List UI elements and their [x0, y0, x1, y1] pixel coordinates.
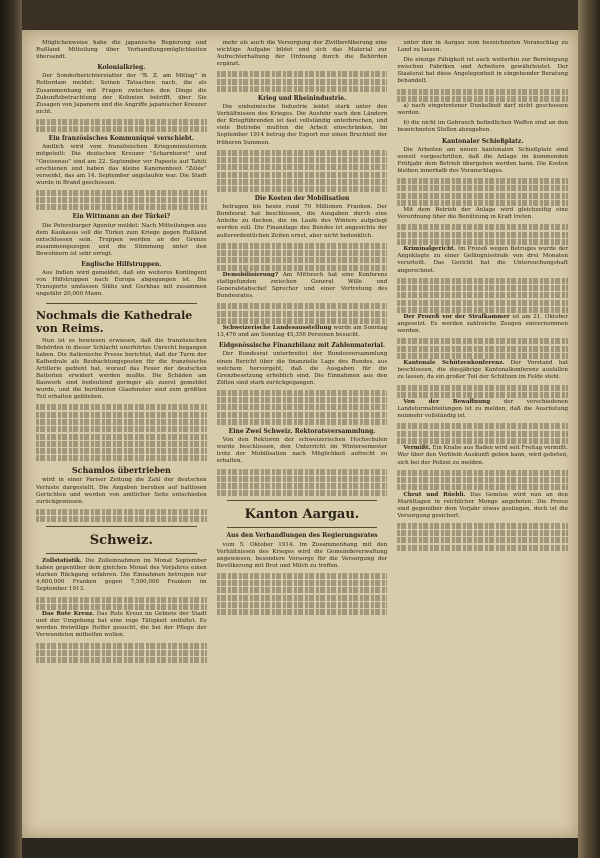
- inline-heading: Demobilisierung?: [222, 271, 279, 278]
- text-line: [217, 573, 388, 579]
- inline-heading: Der Prozeß vor der Strafkammer: [403, 314, 510, 321]
- text-line: [397, 431, 568, 437]
- text-line: [397, 470, 568, 476]
- paragraph: Mit dem Betrieb der Anlage wird gleichzeitig eine Verordnung über die Benützung in Kraft treten.: [397, 207, 569, 221]
- text-line: [217, 257, 388, 263]
- text-line: [36, 119, 207, 125]
- column-3: [397, 40, 568, 830]
- text-line: [36, 657, 207, 663]
- text-line: [397, 346, 568, 352]
- paragraph-text: der verschiedenen Landsturmabteilungen ist zu melden, daß die Ausrüstung nunmehr vollständig ist.: [397, 399, 569, 420]
- text-line: [397, 292, 568, 298]
- text-line: [397, 232, 568, 238]
- text-line: [397, 307, 568, 313]
- divider: [46, 303, 197, 304]
- text-line: [36, 404, 207, 410]
- text-line: [217, 580, 388, 586]
- text-line: [397, 178, 568, 184]
- paragraph: [397, 246, 568, 274]
- text-line: [217, 595, 388, 601]
- text-line: [397, 89, 568, 95]
- text-line: [36, 412, 207, 418]
- text-line: [36, 426, 207, 432]
- inline-heading: Vermißt.: [403, 445, 431, 452]
- inline-heading: Chrut und Rüebli.: [403, 491, 466, 498]
- text-line: [36, 597, 207, 603]
- text-line: [217, 404, 388, 410]
- text-line: [36, 204, 207, 210]
- subheading: Kantonaler Schießplatz.: [441, 137, 524, 145]
- text-line: [217, 86, 388, 92]
- subheading: Kolonialkrieg.: [97, 64, 146, 72]
- text-line: [217, 587, 388, 593]
- text-line: [217, 157, 388, 163]
- text-line: [397, 278, 568, 284]
- book-binding: [0, 0, 22, 858]
- paragraph-text: Ein Knabe aus Baden wird seit Freitag vermißt. Wer über den Verbleib Auskunft geben kann, wird gebeten, sich bei der Polizei zu melden.: [397, 445, 569, 466]
- paragraph: [36, 611, 207, 639]
- text-line: [36, 516, 207, 522]
- text-line: [217, 476, 388, 482]
- text-line: [217, 397, 388, 403]
- paragraph: unter den in Aargau zum bezeichneten Voranschlag zu Land zu lassen.: [397, 40, 569, 54]
- text-line: [36, 419, 207, 425]
- text-line: [397, 537, 568, 543]
- text-line: [397, 477, 568, 483]
- subheading: Die Kosten der Mobilisation: [254, 195, 350, 203]
- text-line: [397, 285, 568, 291]
- paragraph: [397, 445, 568, 466]
- paragraph-text: Das Rote Kreuz im Gebiete der Stadt und der Umgebung hat eine rege Tätigkeit entfaltet. Es werden freiwillige Helfer gesucht, die bei der Pflege der Verwundeten mithelfen wollen.: [36, 611, 207, 639]
- text-line: [217, 71, 388, 77]
- paragraph: mehr als auch die Versorgung der Zivilbevölkerung eine wichtige Aufgabe bildet und sich das Material zur Aufrechterhaltung der Ordnung durch die Behörden ergänzt.: [216, 40, 388, 68]
- text-line: [397, 224, 568, 230]
- inline-heading: Kantonale Schützenkonferenz.: [403, 360, 505, 367]
- paragraph: Der Sonderberichterstatter der "B. Z. am Mittag" in Rotterdam meldet: Seinen Tatsachen nach, die als Zusammenhang mit Fragen zwischen den Dinge die Zukunftsbetrachtung der Kolonien betrifft, über Sie Zusagen von Japanern und die Angriffe japanischer Kreuzer nicht.: [36, 73, 207, 115]
- paragraph-text: Der Vorstand hat beschlossen, die diesjährige Kantonalkonferenz ausfallen zu lassen, da ein großer Teil der Schützen im Felde steht.: [397, 360, 569, 381]
- section-heading: Schweiz.: [89, 533, 153, 549]
- text-line: [217, 172, 388, 178]
- text-line: [217, 412, 388, 418]
- text-line: [397, 484, 568, 490]
- text-line: [36, 190, 207, 196]
- text-line: [36, 448, 207, 454]
- paragraph: Möglichenweise habe die japanische Regierung und Rußland Mitteilung über Verhandlungsmöglichkeiten übersandt.: [36, 40, 207, 61]
- text-line: [397, 530, 568, 536]
- text-line: [397, 353, 568, 359]
- paragraph: Die einheimische Industrie leidet stark unter den Verhältnissen des Krieges. Die Ausfuhr nach den Ländern der Kriegführenden ist fast vollständig unterbrochen, und viele Betriebe mußten die Arbeit einschränken. Im September 1914 betrug der Export nur einen Bruchteil der früheren Summen.: [216, 104, 388, 146]
- paragraph-text: Im Prozeß wegen Betruges wurde der Angeklagte zu einer Gefängnisstrafe von drei Monaten verurteilt. Das Gericht hat die Untersuchungshaft angerechnet.: [397, 246, 569, 274]
- paragraph: Die einzige Fähigkeit ist auch weiterhin zur Bereinigung zwischen Fabriken und Arbeitern gewährleistet. Der Staatsrat hat diese Angelegenheit in eingehender Beratung behandelt.: [397, 57, 569, 85]
- paragraph: Amtlich wird vom französischen Kriegsministerium mitgeteilt: Die deutschen Kreuzer "Scharnhorst" und "Gneisenau" sind am 22. September vor Papeete auf Tahiti erschienen und haben das kleine Kanonenboot "Zélée" versenkt, das am 14. September angelaufen war. Die Stadt wurde in Brand geschossen.: [36, 144, 207, 186]
- paragraph: wird in einer Pariser Zeitung die Zahl der deutschen Verluste dargestellt. Die Angaben beruhen auf haltlosen Gerüchten und werden von amtlicher Seite entschieden zurückgewiesen.: [36, 477, 207, 505]
- paragraph: [397, 360, 568, 381]
- text-line: [397, 392, 568, 398]
- text-line: [217, 186, 388, 192]
- inline-heading: Kriminalgericht.: [403, 246, 456, 253]
- section-heading: Kanton Aargau.: [244, 507, 360, 523]
- paragraph: Aus Indien wird gemeldet, daß ein weiteres Kontingent von Hilfstruppen nach Europa abgegangen ist. Die Transporte umfassen Sikhs und Gurkhas mit zusammen ungefähr 20,000 Mann.: [36, 270, 207, 298]
- text-line: [217, 150, 388, 156]
- text-line: [397, 96, 568, 102]
- paragraph-text: Das Gemüse wird nun an den Markttagen in reichlicher Menge angeboten. Die Preise sind gegenüber dem Vorjahr etwas gestiegen, doch ist die Versorgung gesichert.: [397, 491, 569, 519]
- text-line: [217, 469, 388, 475]
- newspaper-page: [22, 30, 578, 838]
- text-line: [397, 338, 568, 344]
- article-title: Nochmals die Kathedrale von Reims.: [36, 308, 193, 335]
- text-line: [217, 265, 388, 271]
- scan-top-margin: [22, 0, 578, 30]
- text-line: [397, 545, 568, 551]
- text-line: [397, 385, 568, 391]
- column-1: [36, 40, 207, 830]
- text-line: [217, 419, 388, 425]
- page-columns: [36, 40, 568, 830]
- paragraph: betragen bis heute rund 70 Millionen Franken. Der Bundesrat hat beschlossen, die Ausgaben durch eine Anleihe zu decken, die im Laufe des Winters aufgelegt werden soll. Die Finanzlage des Bundes ist angesichts der außerordentlichen Zeiten ernst, aber nicht bedenklich.: [216, 204, 388, 239]
- text-line: [397, 523, 568, 529]
- paragraph: [397, 399, 568, 420]
- paragraph: Der Bundesrat unterbreitet der Bundesversammlung einen Bericht über die finanzielle Lage des Bundes, aus welchem hervorgeht, daß die Ausgaben für die Grenzbesetzung erheblich sind. Die Einnahmen aus den Zöllen sind stark zurückgegangen.: [216, 351, 388, 386]
- paragraph: [397, 492, 568, 520]
- paragraph-text: Am Mittwoch hat eine Konferenz stattgefunden zwischen General Wille und Generalstabschef Sprecher und einer Vertretung des Bundesrates.: [216, 271, 388, 300]
- inline-heading: Zollstatistik.: [42, 558, 82, 565]
- divider: [46, 553, 197, 554]
- text-line: [397, 200, 568, 206]
- text-line: [217, 243, 388, 249]
- inline-heading: Von der Bewaffnung: [403, 399, 491, 406]
- text-line: [36, 197, 207, 203]
- text-line: [397, 423, 568, 429]
- text-line: [36, 455, 207, 461]
- text-line: [217, 250, 388, 256]
- paragraph: vom 5. Oktober 1914. Im Zusammenhang mit den Verhältnissen des Krieges wird die Gemeindeverwaltung angewiesen, besondere Vorsorge für die Versorgung der Bevölkerung mit Brot und Milch zu treffen.: [216, 541, 388, 569]
- inline-heading: Das Rote Kreuz.: [42, 611, 95, 618]
- text-line: [36, 604, 207, 610]
- paragraph-text: wurde am Sonntag 13,476 und am Sonntag 45,356 Personen besucht.: [216, 325, 388, 339]
- text-line: [397, 239, 568, 245]
- paragraph-text: ist am 21. Oktober angesetzt. Es werden zahlreiche Zeugen einvernommen werden.: [397, 314, 569, 335]
- text-line: [397, 300, 568, 306]
- column-2: [217, 40, 388, 830]
- text-line: [397, 438, 568, 444]
- text-line: [36, 509, 207, 515]
- text-line: [217, 318, 388, 324]
- paragraph-text: Die Zolleinnahmen im Monat September haben gegenüber dem gleichen Monat des Vorjahres einen starken Rückgang erfahren. Die Einnahmen betrugen nur 4,600,000 Franken gegen 7,500,000 Franken im September 1913.: [36, 558, 207, 593]
- text-line: [217, 79, 388, 85]
- subheading: Englische Hilfstruppen.: [81, 261, 162, 269]
- divider: [227, 527, 378, 528]
- paragraph: Die Arbeiten am neuen kantonalen Schießplatz sind soweit vorgeschritten, daß die Anlage im kommenden Frühjahr dem Betrieb übergeben werden kann. Die Kosten bleiben innerhalb des Voranschlages.: [397, 146, 569, 174]
- subheading: Eine Zwei Schweiz. Rektoratsversammlung.: [228, 428, 376, 436]
- text-line: [36, 434, 207, 440]
- paragraph: [217, 325, 388, 339]
- text-line: [36, 441, 207, 447]
- paragraph: [217, 272, 388, 300]
- paragraph: Von den Rektoren der schweizerischen Hochschulen wurde beschlossen, den Unterricht im Wintersemester trotz der Mobilisation nach Möglichkeit aufrecht zu erhalten.: [216, 437, 388, 465]
- text-line: [217, 179, 388, 185]
- text-line: [217, 390, 388, 396]
- page-edges: [578, 0, 600, 858]
- text-line: [36, 650, 207, 656]
- subheading: Krieg und Rheinindustrie.: [257, 94, 347, 102]
- text-line: [217, 311, 388, 317]
- text-line: [217, 602, 388, 608]
- text-line: [217, 164, 388, 170]
- subheading: Ein Wittmann an der Türkei?: [72, 213, 171, 221]
- divider: [46, 526, 197, 527]
- text-line: [36, 126, 207, 132]
- text-line: [217, 609, 388, 615]
- text-line: [397, 193, 568, 199]
- text-line: [397, 185, 568, 191]
- paragraph: a) nach eingetretener Dunkelheit darf nicht geschossen werden.: [397, 103, 569, 117]
- paragraph: [36, 558, 207, 593]
- divider: [227, 500, 378, 501]
- inline-heading: Schweizerische Landesausstellung: [222, 325, 332, 332]
- text-line: [217, 303, 388, 309]
- paragraph: Die Petersburger Agentur meldet: Nach Mitteilungen aus dem Kaukasus soll die Türkei zum Kriege gegen Rußland entschlossen sein. Truppen werden an der Grenze zusammengezogen und die Stimmung unter den Bewohnern ist sehr erregt.: [36, 222, 207, 257]
- subheading: Aus den Verhandlungen des Regierungsrates: [226, 532, 378, 540]
- paragraph: [397, 314, 568, 335]
- article-title: Schamlos übertrieben: [71, 465, 171, 476]
- text-line: [217, 490, 388, 496]
- paragraph: b) die nicht im Gebrauch befindlichen Waffen sind an den bezeichneten Stellen abzugeben.: [397, 120, 569, 134]
- paragraph: Nun ist es bewiesen erwiesen, daß die französischen Behörden in dieser Schlacht unerhörtes Unrecht begangen haben. Die italienische Presse berichtet, daß der Turm der Kathedrale als Beobachtungsposten für die französische Artillerie gedient hat, worauf das Feuer der deutschen Batterien erwidert werden mußte. Die Schäden am Bauwerk sind bedeutend geringer als zuerst gemeldet wurde, und die berühmten Glasfenster sind zum größten Teil erhalten geblieben.: [36, 337, 207, 401]
- text-line: [36, 643, 207, 649]
- subheading: Eidgenössische Finanzbilanz mit Zahlenmaterial.: [219, 342, 385, 350]
- subheading: Ein französisches Kommuniqué verschiebt.: [48, 135, 194, 143]
- text-line: [217, 483, 388, 489]
